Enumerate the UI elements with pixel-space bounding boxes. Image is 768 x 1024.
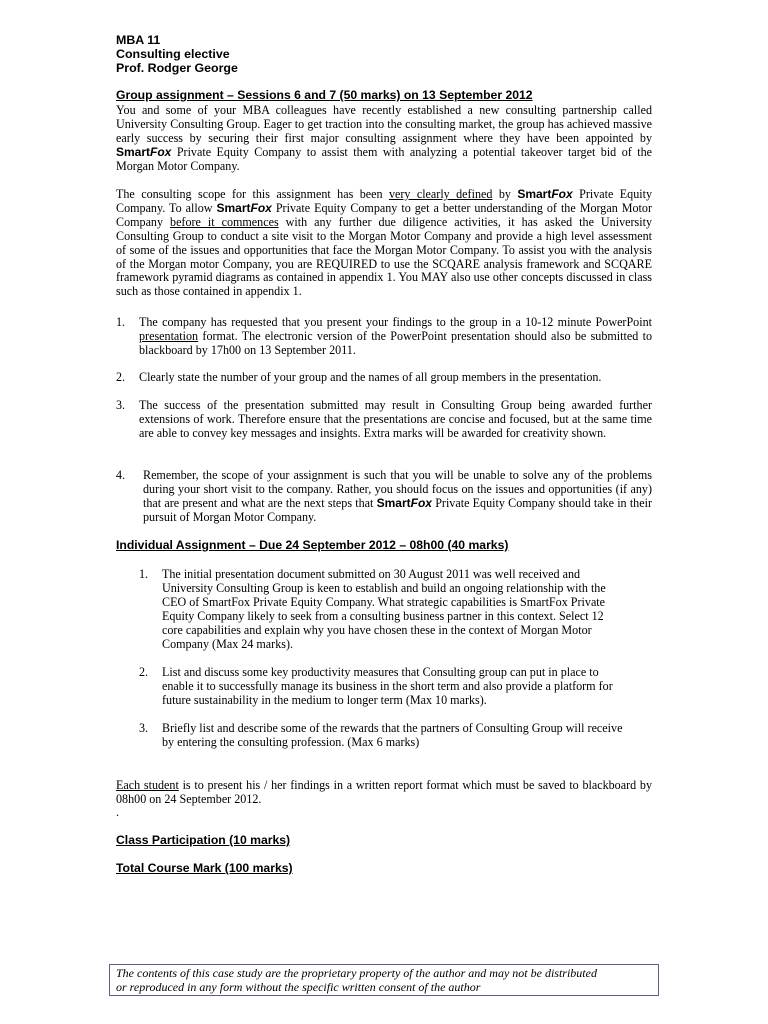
course-elective: Consulting elective (116, 47, 230, 61)
smartfox-brand: SmartFox (376, 495, 432, 510)
total-course-mark-heading: Total Course Mark (100 marks) (116, 861, 293, 875)
each-student-underline: Each student (116, 778, 179, 792)
group-item-4-text: Remember, the scope of your assignment is such that you will be unable to solve any of the problems during your short visit to the company. Rather, you should focus on the issues and opportunities (if any) that are present and what are the next steps that SmartFox Private Equity Company should take in their pursuit of Morgan Motor Company. (143, 468, 652, 524)
scope-text-b: by (492, 187, 518, 201)
group-assignment-title: Group assignment – Sessions 6 and 7 (50 marks) on 13 September 2012 (116, 88, 533, 102)
smartfox-brand: SmartFox (116, 144, 172, 159)
group-item-4-number: 4. (116, 468, 126, 482)
scope-text-a: The consulting scope for this assignment has been (116, 187, 389, 201)
scope-text-e: with any further due diligence activities, it has asked the University Consulting Group to conduct a site visit to the Morgan Motor Company and provide a high level assessment of some of the issues and opportunities that face the Morgan Motor Company. To assist you with the analysis of the Morgan motor Company, you are REQUIRED to use the SCQARE analysis framework and SCQARE framework pyramid diagrams as contained in appendix 1. You MAY also use other concepts discussed in class such as those contained in appendix 1. (116, 214, 652, 299)
group-item-2-number: 2. (116, 370, 126, 384)
group-intro-paragraph (116, 104, 652, 174)
class-participation-heading: Class Participation (10 marks) (116, 833, 291, 847)
scope-underline-defined: very clearly defined (388, 187, 493, 201)
individual-submission-note (116, 779, 652, 807)
scope-underline-commences: before it commences (170, 214, 279, 229)
individual-item-1-text: The initial presentation document submitted on 30 August 2011 was well received and University Consulting Group is keen to establish and build an ongoing relationship with the CEO of SmartFox Private Equity Company. What strategic capabilities is SmartFox Private Equity Company likely to seek from a consulting business partner in this context. Select 12 core capabilities and explain why you have chosen these in the context of Morgan Motor Company (Max 24 marks). (162, 567, 606, 651)
course-code: MBA 11 (116, 33, 161, 47)
group-item-2-text: Clearly state the number of your group and the names of all group members in the presentation. (139, 370, 602, 384)
smartfox-brand: SmartFox (216, 200, 272, 215)
group-item-1-text: The company has requested that you present your findings to the group in a 10-12 minute PowerPoint presentation format. The electronic version of the PowerPoint presentation should also be submitted to blackboard by 17h00 on 13 September 2011. (139, 315, 652, 357)
copyright-notice-line-2: or reproduced in any form without the specific written consent of the author (116, 980, 481, 994)
group-scope-paragraph (116, 188, 652, 299)
group-item-1-number: 1. (116, 315, 126, 329)
stray-dot: . (116, 805, 120, 819)
individual-item-3-number: 3. (139, 721, 149, 735)
individual-assignment-title: Individual Assignment – Due 24 September 2012 – 08h00 (40 marks) (116, 538, 509, 552)
individual-item-3-text: Briefly list and describe some of the rewards that the partners of Consulting Group will receive by entering the consulting profession. (Max 6 marks) (162, 721, 623, 749)
group-item-3-text: The success of the presentation submitted may result in Consulting Group being awarded further extensions of work. Therefore ensure that the presentations are concise and focused, but at the same time are able to convey key messages and insights. Extra marks will be awarded for creativity shown. (139, 398, 652, 440)
individual-item-2-number: 2. (139, 665, 149, 679)
group-item-3-number: 3. (116, 398, 126, 412)
submission-note-text: is to present his / her findings in a written report format which must be saved to blackboard by 08h00 on 24 September 2012. (116, 778, 652, 806)
scope-text-d: Private Equity Company to get a better understanding of the Morgan Motor Company (116, 200, 652, 229)
professor-name: Prof. Rodger George (116, 61, 238, 75)
intro-text-b: Private Equity Company to assist them with analyzing a potential takeover target bid of the Morgan Motor Company. (116, 144, 652, 173)
scope-text-c: Private Equity Company. To allow (116, 187, 653, 215)
copyright-notice-line-1: The contents of this case study are the proprietary property of the author and may not be distributed (116, 966, 597, 980)
intro-text-a: You and some of your MBA colleagues have recently established a new consulting partnership called University Consulting Group. Eager to get traction into the consulting market, the group has achieved massive early success by securing their first major consulting assignment where they have been appointed by (116, 103, 652, 145)
individual-item-2-text: List and discuss some key productivity measures that Consulting group can put in place to enable it to successfully manage its business in the short term and also provide a platform for future sustainability in the medium to longer term (Max 10 marks). (162, 665, 613, 707)
individual-item-1-number: 1. (139, 567, 149, 581)
smartfox-brand: SmartFox (517, 187, 573, 201)
